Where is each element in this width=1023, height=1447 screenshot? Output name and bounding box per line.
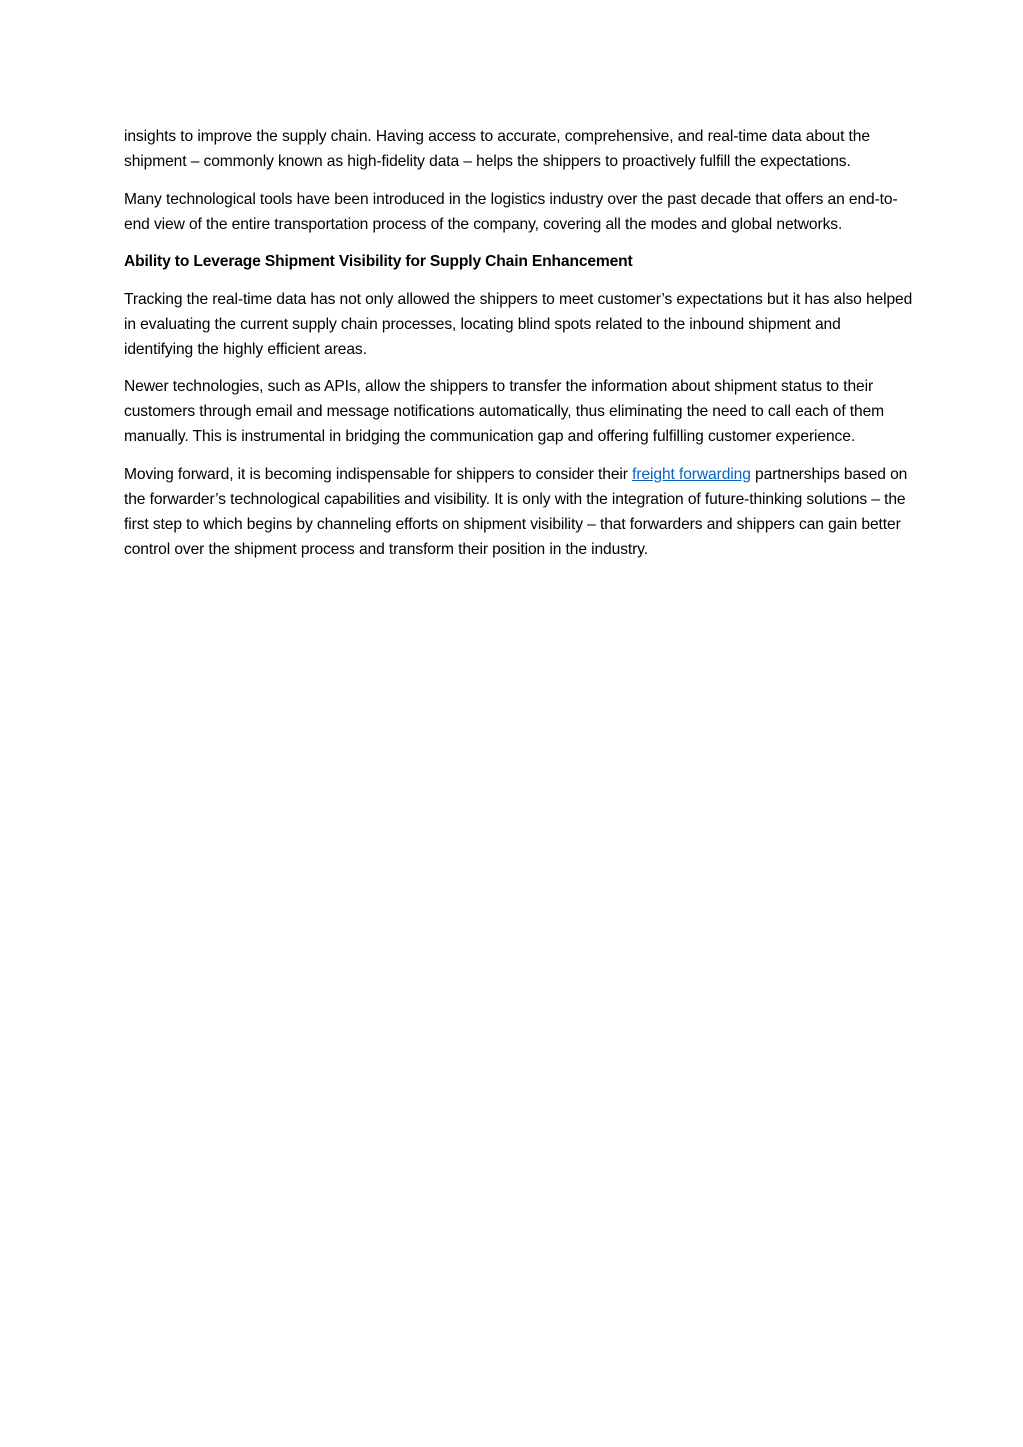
paragraph-tracking: Tracking the real-time data has not only allowed the shippers to meet customer’s expectations but it has also helped in evaluating the current supply chain processes, locating blind spots related to the inbound shipment and identifying the highly efficient areas.	[124, 290, 913, 358]
moving-forward-text-start: Moving forward, it is becoming indispensable for shippers to consider their	[124, 465, 633, 483]
moving-forward-text-end: partnerships based on the forwarder’s technological capabilities and visibility. It is only with the integration of future-thinking solutions – the first step to which begins by channeling efforts on shipment visibility – that forwarders and shippers can gain better control over the shipment process and transform their position in the industry.	[124, 465, 908, 558]
paragraph-newer-technologies: Newer technologies, such as APIs, allow the shippers to transfer the information about shipment status to their customers through email and message notifications automatically, thus eliminating the need to call each of them manually. This is instrumental in bridging the communication gap and offering fulfilling customer experience.	[124, 378, 885, 445]
freight-forwarding-link[interactable]: freight forwarding	[632, 465, 751, 483]
paragraph-technological-tools: Many technological tools have been introduced in the logistics industry over the past decade that offers an end-to-end view of the entire transportation process of the company, covering all the modes and global networks.	[124, 190, 898, 233]
document-page	[124, 124, 914, 574]
paragraph-intro: insights to improve the supply chain. Having access to accurate, comprehensive, and real-time data about the shipment – commonly known as high-fidelity data – helps the shippers to proactively fulfill the expectations.	[124, 128, 870, 170]
paragraph-moving-forward	[124, 462, 914, 562]
section-heading: Ability to Leverage Shipment Visibility for Supply Chain Enhancement	[124, 253, 633, 270]
